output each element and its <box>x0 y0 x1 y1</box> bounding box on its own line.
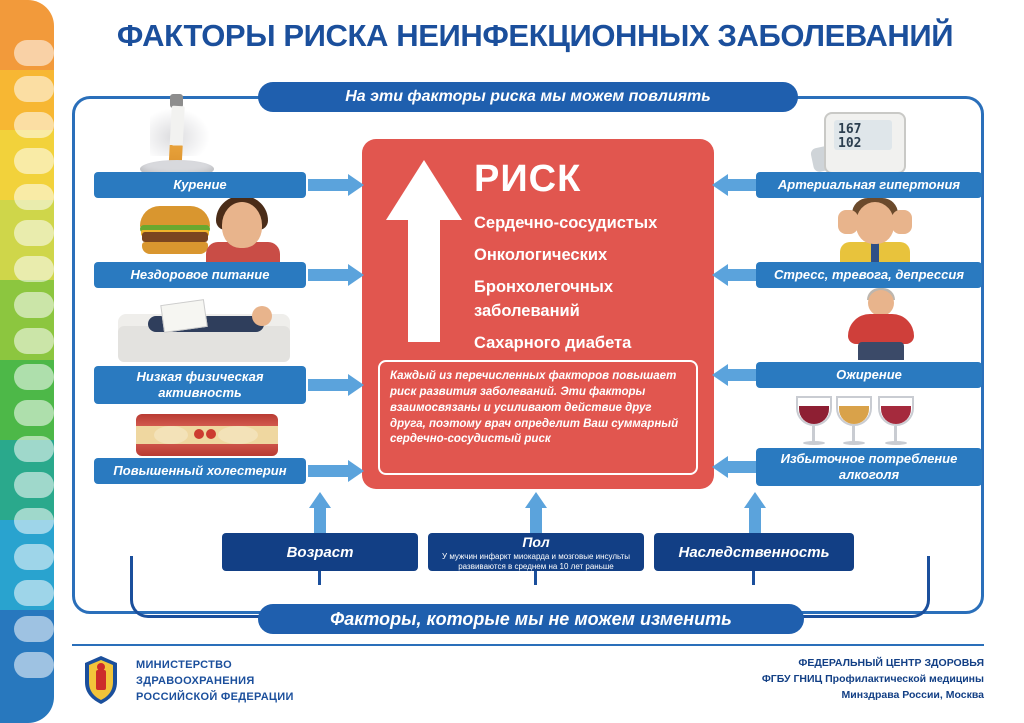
risk-note-box: Каждый из перечисленных факторов повышает риск развития заболеваний. Эти факторы взаимосвязаны и усиливают действие друг друга, поэтому врач определит Ваш суммарный сердечно-сосудистый риск <box>378 360 698 475</box>
risk-heading: РИСК <box>474 158 582 200</box>
ministry-line-2: ЗДРАВООХРАНЕНИЯ <box>136 674 255 687</box>
arrow-left-icon <box>712 264 756 286</box>
arrow-up-icon <box>309 492 331 534</box>
couch-icon <box>108 300 298 366</box>
factor-heredity[interactable]: Наследственность <box>654 533 854 571</box>
factor-low-physical-activity[interactable]: Низкая физическая активность <box>94 366 306 404</box>
factor-sex[interactable] <box>428 533 644 571</box>
factor-high-cholesterol[interactable]: Повышенный холестерин <box>94 458 306 484</box>
connector-age <box>318 571 321 585</box>
connector-sex <box>534 571 537 585</box>
russian-coat-of-arms-icon <box>76 654 126 706</box>
arrow-right-icon <box>308 460 364 482</box>
arrow-up-icon <box>525 492 547 534</box>
arrow-right-icon <box>308 374 364 396</box>
org-line-3: Минздрава России, Москва <box>841 688 984 701</box>
risk-up-arrow-icon <box>386 160 462 342</box>
connector-heredity <box>752 571 755 585</box>
org-line-2: ФГБУ ГНИЦ Профилактической медицины <box>761 672 984 685</box>
factor-excess-alcohol[interactable]: Избыточное потребление алкоголя <box>756 448 982 486</box>
page-title: ФАКТОРЫ РИСКА НЕИНФЕКЦИОННЫХ ЗАБОЛЕВАНИЙ <box>116 18 954 53</box>
org-line-1: ФЕДЕРАЛЬНЫЙ ЦЕНТР ЗДОРОВЬЯ <box>798 657 984 669</box>
footer-divider <box>72 644 984 646</box>
factor-sex-title: Пол <box>522 533 550 550</box>
risk-item-oncological: Онкологических <box>474 245 608 264</box>
stressed-man-icon <box>826 198 922 268</box>
arrow-left-icon <box>712 456 756 478</box>
blood-pressure-monitor-icon <box>812 106 916 172</box>
wine-glasses-icon <box>796 396 936 452</box>
burger-icon <box>140 196 290 260</box>
bp-diastolic-value: 102 <box>838 135 862 151</box>
banner-modifiable-factors: На эти факторы риска мы можем повлиять <box>258 82 798 112</box>
ministry-line-3: РОССИЙСКОЙ ФЕДЕРАЦИИ <box>136 690 294 703</box>
risk-disease-list <box>474 212 704 364</box>
factor-sex-note: У мужчин инфаркт миокарда и мозговые инсульты развиваются в среднем на 10 лет раньше <box>442 551 630 571</box>
factor-smoking[interactable]: Курение <box>94 172 306 198</box>
organization-label <box>762 656 984 703</box>
factor-age[interactable]: Возраст <box>222 533 418 571</box>
risk-item-bronchopulmonary: Бронхолегочных заболеваний <box>474 277 613 320</box>
arrow-right-icon <box>308 264 364 286</box>
ministry-label <box>136 658 294 706</box>
risk-item-cardiovascular: Сердечно-сосудистых <box>474 214 658 232</box>
strip-dots <box>14 40 54 680</box>
decorative-color-strip <box>0 0 54 723</box>
factor-arterial-hypertension[interactable]: Артериальная гипертония <box>756 172 982 198</box>
artery-icon <box>136 414 278 456</box>
ministry-line-1: МИНИСТЕРСТВО <box>136 659 232 671</box>
obese-man-icon <box>840 290 920 360</box>
arrow-right-icon <box>308 174 364 196</box>
factor-obesity[interactable]: Ожирение <box>756 362 982 388</box>
banner-nonmodifiable-factors: Факторы, которые мы не можем изменить <box>258 604 804 634</box>
arrow-left-icon <box>712 174 756 196</box>
risk-item-diabetes: Сахарного диабета <box>474 333 632 352</box>
factor-unhealthy-diet[interactable]: Нездоровое питание <box>94 262 306 288</box>
arrow-up-icon <box>744 492 766 534</box>
factor-stress-anxiety-depression[interactable]: Стресс, тревога, депрессия <box>756 262 982 288</box>
arrow-left-icon <box>712 364 756 386</box>
bp-systolic-value: 167 <box>838 122 862 137</box>
